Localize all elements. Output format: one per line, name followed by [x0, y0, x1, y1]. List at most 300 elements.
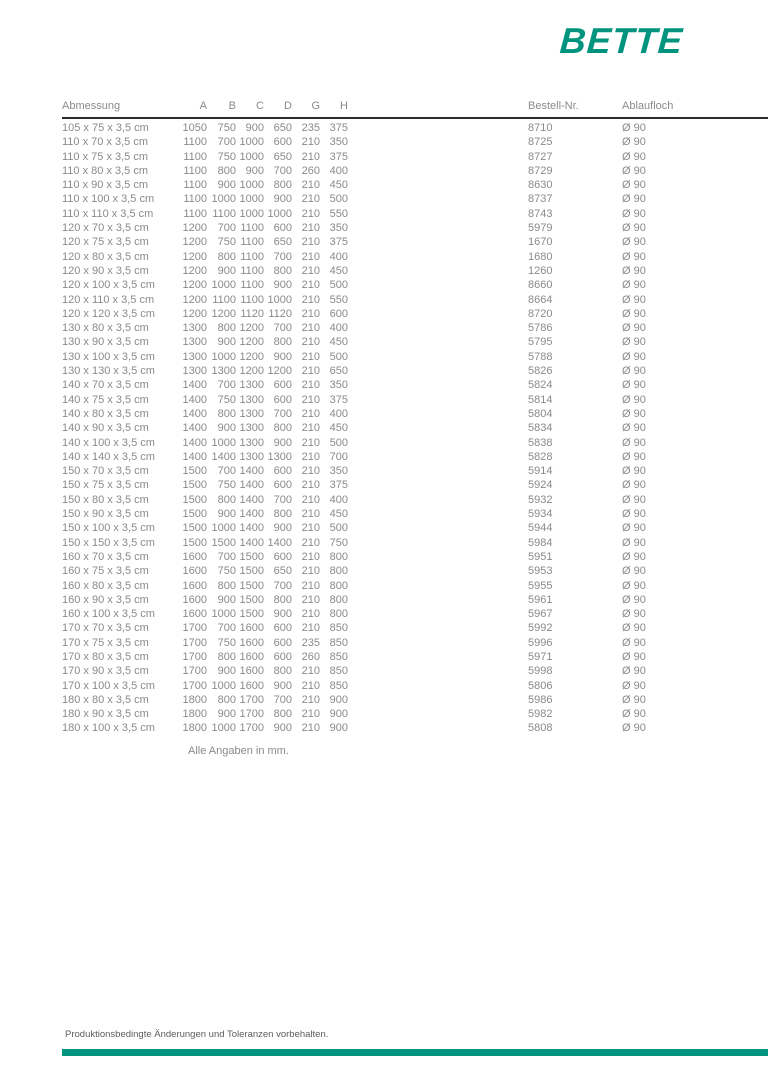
- cell-h: 900: [329, 708, 348, 721]
- cell-bestell-nr: 8720: [528, 307, 553, 320]
- cell-h: 450: [329, 336, 348, 349]
- table-row: [62, 664, 768, 678]
- cell-c: 1200: [239, 336, 264, 349]
- cell-spacer: [348, 664, 528, 678]
- cell-b: 750: [217, 150, 236, 163]
- cell-a: 1700: [182, 650, 207, 663]
- cell-d: 800: [273, 179, 292, 192]
- cell-a: 1500: [182, 465, 207, 478]
- cell-spacer: [348, 364, 528, 378]
- dimensions-table: [62, 100, 768, 736]
- cell-g: 210: [301, 536, 320, 549]
- cell-d: 900: [273, 722, 292, 735]
- cell-g: 210: [301, 622, 320, 635]
- cell-d: 1000: [267, 207, 292, 220]
- cell-g: 210: [301, 593, 320, 606]
- cell-a: 1400: [182, 393, 207, 406]
- cell-bestell-nr: 5967: [528, 608, 553, 621]
- cell-b: 750: [217, 236, 236, 249]
- cell-c: 1300: [239, 379, 264, 392]
- cell-abmessung: 110 x 80 x 3,5 cm: [62, 164, 149, 177]
- table-row: [62, 207, 768, 221]
- cell-abmessung: 170 x 80 x 3,5 cm: [62, 650, 149, 663]
- cell-c: 1400: [239, 536, 264, 549]
- cell-spacer: [348, 593, 528, 607]
- cell-abmessung: 130 x 130 x 3,5 cm: [62, 365, 155, 378]
- cell-d: 700: [273, 322, 292, 335]
- cell-ablaufloch: Ø 90: [622, 150, 646, 163]
- cell-c: 1400: [239, 493, 264, 506]
- cell-abmessung: 160 x 80 x 3,5 cm: [62, 579, 149, 592]
- cell-c: 1500: [239, 579, 264, 592]
- cell-a: 1400: [182, 436, 207, 449]
- table-header-row: [62, 100, 768, 118]
- cell-ablaufloch: Ø 90: [622, 136, 646, 149]
- table-row: [62, 393, 768, 407]
- cell-bestell-nr: 5986: [528, 693, 553, 706]
- cell-spacer: [348, 264, 528, 278]
- cell-c: 1400: [239, 508, 264, 521]
- cell-a: 1600: [182, 565, 207, 578]
- cell-bestell-nr: 5971: [528, 650, 553, 663]
- cell-b: 1000: [211, 522, 236, 535]
- cell-b: 800: [217, 650, 236, 663]
- cell-b: 800: [217, 493, 236, 506]
- cell-abmessung: 170 x 70 x 3,5 cm: [62, 622, 149, 635]
- cell-g: 210: [301, 336, 320, 349]
- table-row: [62, 264, 768, 278]
- cell-b: 1000: [211, 436, 236, 449]
- cell-bestell-nr: 8727: [528, 150, 553, 163]
- cell-a: 1400: [182, 407, 207, 420]
- cell-h: 800: [329, 579, 348, 592]
- cell-c: 1700: [239, 708, 264, 721]
- table-row: [62, 507, 768, 521]
- cell-g: 210: [301, 722, 320, 735]
- cell-h: 900: [329, 693, 348, 706]
- cell-spacer: [348, 679, 528, 693]
- cell-b: 700: [217, 379, 236, 392]
- cell-c: 1300: [239, 393, 264, 406]
- cell-bestell-nr: 5996: [528, 636, 553, 649]
- cell-a: 1800: [182, 693, 207, 706]
- cell-b: 700: [217, 622, 236, 635]
- cell-c: 1400: [239, 479, 264, 492]
- table-row: [62, 307, 768, 321]
- cell-a: 1200: [182, 222, 207, 235]
- cell-d: 1120: [268, 307, 292, 320]
- cell-d: 900: [273, 522, 292, 535]
- cell-bestell-nr: 1680: [528, 250, 553, 263]
- cell-ablaufloch: Ø 90: [622, 164, 646, 177]
- cell-h: 900: [329, 722, 348, 735]
- cell-g: 210: [301, 479, 320, 492]
- cell-d: 650: [273, 122, 292, 134]
- cell-bestell-nr: 8725: [528, 136, 553, 149]
- cell-spacer: [348, 378, 528, 392]
- cell-abmessung: 120 x 100 x 3,5 cm: [62, 279, 155, 292]
- footer-disclaimer: Produktionsbedingte Änderungen und Toleranzen vorbehalten.: [65, 1029, 329, 1040]
- cell-c: 1120: [240, 307, 264, 320]
- cell-h: 400: [329, 322, 348, 335]
- cell-g: 210: [301, 493, 320, 506]
- table-row: [62, 321, 768, 335]
- bette-logo: BETTE: [558, 20, 685, 61]
- cell-a: 1700: [182, 622, 207, 635]
- cell-d: 600: [273, 479, 292, 492]
- cell-d: 800: [273, 336, 292, 349]
- cell-ablaufloch: Ø 90: [622, 293, 646, 306]
- cell-ablaufloch: Ø 90: [622, 250, 646, 263]
- cell-g: 210: [301, 522, 320, 535]
- dimensions-table-wrap: [62, 100, 768, 757]
- cell-bestell-nr: 8630: [528, 179, 553, 192]
- cell-spacer: [348, 192, 528, 206]
- cell-g: 210: [301, 508, 320, 521]
- cell-b: 900: [217, 422, 236, 435]
- cell-h: 400: [329, 164, 348, 177]
- cell-ablaufloch: Ø 90: [622, 379, 646, 392]
- cell-d: 700: [273, 693, 292, 706]
- cell-spacer: [348, 507, 528, 521]
- cell-b: 900: [217, 336, 236, 349]
- cell-h: 850: [329, 636, 348, 649]
- cell-h: 800: [329, 550, 348, 563]
- cell-abmessung: 120 x 90 x 3,5 cm: [62, 264, 149, 277]
- cell-bestell-nr: 5992: [528, 622, 553, 635]
- cell-c: 1200: [239, 365, 264, 378]
- cell-b: 800: [217, 322, 236, 335]
- table-row: [62, 250, 768, 264]
- cell-c: 1000: [239, 193, 264, 206]
- cell-abmessung: 170 x 90 x 3,5 cm: [62, 665, 149, 678]
- cell-abmessung: 150 x 75 x 3,5 cm: [62, 479, 149, 492]
- cell-ablaufloch: Ø 90: [622, 679, 646, 692]
- cell-spacer: [348, 478, 528, 492]
- cell-g: 210: [301, 136, 320, 149]
- cell-bestell-nr: 5924: [528, 479, 553, 492]
- cell-g: 210: [301, 236, 320, 249]
- cell-c: 1400: [239, 522, 264, 535]
- cell-ablaufloch: Ø 90: [622, 508, 646, 521]
- cell-a: 1200: [182, 250, 207, 263]
- cell-c: 1400: [239, 465, 264, 478]
- table-row: [62, 607, 768, 621]
- table-row: [62, 564, 768, 578]
- cell-a: 1100: [183, 193, 207, 206]
- cell-c: 1600: [239, 679, 264, 692]
- cell-a: 1700: [182, 665, 207, 678]
- cell-c: 1000: [239, 136, 264, 149]
- column-header-b: B: [228, 100, 236, 112]
- cell-ablaufloch: Ø 90: [622, 565, 646, 578]
- cell-g: 210: [301, 608, 320, 621]
- cell-a: 1300: [182, 336, 207, 349]
- table-row: [62, 493, 768, 507]
- cell-ablaufloch: Ø 90: [622, 122, 646, 134]
- cell-d: 700: [273, 164, 292, 177]
- cell-b: 750: [217, 122, 236, 134]
- cell-a: 1500: [182, 479, 207, 492]
- column-header-h: H: [340, 100, 348, 112]
- cell-d: 600: [273, 222, 292, 235]
- cell-abmessung: 140 x 100 x 3,5 cm: [62, 436, 155, 449]
- cell-a: 1600: [182, 608, 207, 621]
- cell-spacer: [348, 221, 528, 235]
- cell-c: 1000: [239, 179, 264, 192]
- cell-d: 1200: [267, 365, 292, 378]
- cell-spacer: [348, 721, 528, 735]
- cell-abmessung: 130 x 90 x 3,5 cm: [62, 336, 149, 349]
- cell-g: 210: [301, 222, 320, 235]
- cell-d: 600: [273, 465, 292, 478]
- cell-ablaufloch: Ø 90: [622, 608, 646, 621]
- cell-abmessung: 120 x 110 x 3,5 cm: [62, 293, 155, 306]
- cell-bestell-nr: 8737: [528, 193, 553, 206]
- cell-ablaufloch: Ø 90: [622, 536, 646, 549]
- cell-c: 1100: [240, 279, 264, 292]
- cell-spacer: [348, 307, 528, 321]
- cell-h: 850: [329, 679, 348, 692]
- cell-h: 500: [329, 522, 348, 535]
- cell-h: 500: [329, 193, 348, 206]
- cell-g: 210: [301, 307, 320, 320]
- cell-d: 900: [273, 350, 292, 363]
- cell-a: 1200: [182, 264, 207, 277]
- cell-c: 1200: [239, 350, 264, 363]
- table-row: [62, 621, 768, 635]
- cell-h: 400: [329, 407, 348, 420]
- cell-d: 650: [273, 236, 292, 249]
- cell-ablaufloch: Ø 90: [622, 336, 646, 349]
- cell-abmessung: 110 x 90 x 3,5 cm: [62, 179, 149, 192]
- cell-abmessung: 160 x 75 x 3,5 cm: [62, 565, 149, 578]
- cell-g: 210: [301, 422, 320, 435]
- cell-a: 1300: [182, 350, 207, 363]
- cell-g: 210: [301, 550, 320, 563]
- cell-d: 900: [273, 279, 292, 292]
- cell-a: 1700: [182, 679, 207, 692]
- cell-spacer: [348, 607, 528, 621]
- cell-bestell-nr: 5806: [528, 679, 553, 692]
- cell-ablaufloch: Ø 90: [622, 593, 646, 606]
- cell-ablaufloch: Ø 90: [622, 522, 646, 535]
- table-row: [62, 235, 768, 249]
- table-row: [62, 178, 768, 192]
- table-row: [62, 650, 768, 664]
- cell-b: 1000: [211, 350, 236, 363]
- table-body: [62, 118, 768, 736]
- cell-ablaufloch: Ø 90: [622, 622, 646, 635]
- cell-d: 600: [273, 636, 292, 649]
- cell-c: 900: [245, 122, 264, 134]
- cell-c: 1500: [239, 550, 264, 563]
- cell-abmessung: 120 x 80 x 3,5 cm: [62, 250, 149, 263]
- cell-ablaufloch: Ø 90: [622, 422, 646, 435]
- cell-h: 650: [329, 365, 348, 378]
- cell-abmessung: 160 x 90 x 3,5 cm: [62, 593, 149, 606]
- cell-bestell-nr: 5932: [528, 493, 553, 506]
- cell-ablaufloch: Ø 90: [622, 307, 646, 320]
- cell-ablaufloch: Ø 90: [622, 636, 646, 649]
- cell-h: 450: [329, 264, 348, 277]
- cell-g: 210: [301, 579, 320, 592]
- cell-abmessung: 170 x 100 x 3,5 cm: [62, 679, 155, 692]
- cell-abmessung: 120 x 120 x 3,5 cm: [62, 307, 155, 320]
- cell-bestell-nr: 5828: [528, 450, 553, 463]
- cell-g: 210: [301, 565, 320, 578]
- cell-b: 900: [217, 708, 236, 721]
- table-row: [62, 464, 768, 478]
- cell-abmessung: 170 x 75 x 3,5 cm: [62, 636, 149, 649]
- cell-a: 1400: [182, 450, 207, 463]
- cell-ablaufloch: Ø 90: [622, 708, 646, 721]
- cell-bestell-nr: 1670: [528, 236, 553, 249]
- cell-c: 1300: [239, 450, 264, 463]
- cell-spacer: [348, 135, 528, 149]
- cell-g: 210: [301, 193, 320, 206]
- cell-ablaufloch: Ø 90: [622, 407, 646, 420]
- cell-b: 700: [217, 465, 236, 478]
- cell-d: 600: [273, 622, 292, 635]
- cell-h: 800: [329, 565, 348, 578]
- cell-h: 350: [329, 379, 348, 392]
- cell-spacer: [348, 207, 528, 221]
- column-header-g: G: [311, 100, 320, 112]
- cell-abmessung: 140 x 140 x 3,5 cm: [62, 450, 155, 463]
- cell-g: 210: [301, 322, 320, 335]
- cell-bestell-nr: 8729: [528, 164, 553, 177]
- cell-bestell-nr: 5814: [528, 393, 553, 406]
- cell-spacer: [348, 579, 528, 593]
- cell-spacer: [348, 536, 528, 550]
- cell-c: 900: [245, 164, 264, 177]
- cell-d: 800: [273, 264, 292, 277]
- cell-h: 450: [329, 179, 348, 192]
- cell-d: 700: [273, 579, 292, 592]
- cell-c: 1500: [239, 565, 264, 578]
- cell-d: 600: [273, 379, 292, 392]
- cell-b: 800: [217, 250, 236, 263]
- cell-spacer: [348, 636, 528, 650]
- table-row: [62, 335, 768, 349]
- units-note: Alle Angaben in mm.: [188, 744, 289, 757]
- cell-a: 1300: [182, 322, 207, 335]
- cell-c: 1300: [239, 407, 264, 420]
- cell-b: 1000: [211, 679, 236, 692]
- cell-h: 375: [329, 393, 348, 406]
- cell-bestell-nr: 5808: [528, 722, 553, 735]
- cell-d: 600: [273, 550, 292, 563]
- cell-abmessung: 105 x 75 x 3,5 cm: [62, 122, 149, 134]
- cell-h: 850: [329, 622, 348, 635]
- table-row: [62, 364, 768, 378]
- cell-a: 1400: [182, 422, 207, 435]
- table-row: [62, 421, 768, 435]
- cell-bestell-nr: 5984: [528, 536, 553, 549]
- cell-a: 1100: [183, 207, 207, 220]
- cell-g: 210: [301, 465, 320, 478]
- cell-bestell-nr: 5914: [528, 465, 553, 478]
- cell-abmessung: 150 x 150 x 3,5 cm: [62, 536, 155, 549]
- cell-spacer: [348, 293, 528, 307]
- cell-a: 1200: [182, 307, 207, 320]
- cell-b: 900: [217, 593, 236, 606]
- cell-a: 1800: [182, 708, 207, 721]
- cell-a: 1500: [182, 536, 207, 549]
- cell-h: 850: [329, 665, 348, 678]
- cell-spacer: [348, 250, 528, 264]
- cell-b: 800: [217, 164, 236, 177]
- cell-d: 700: [273, 407, 292, 420]
- cell-d: 700: [273, 250, 292, 263]
- cell-b: 900: [217, 264, 236, 277]
- cell-c: 1300: [239, 422, 264, 435]
- cell-g: 210: [301, 665, 320, 678]
- cell-abmessung: 150 x 90 x 3,5 cm: [62, 508, 149, 521]
- cell-spacer: [348, 707, 528, 721]
- cell-spacer: [348, 436, 528, 450]
- cell-h: 500: [329, 279, 348, 292]
- cell-bestell-nr: 5961: [528, 593, 553, 606]
- cell-spacer: [348, 550, 528, 564]
- table-row: [62, 378, 768, 392]
- cell-abmessung: 150 x 80 x 3,5 cm: [62, 493, 149, 506]
- column-header-a: A: [199, 100, 207, 112]
- column-header-spacer: [348, 100, 528, 118]
- cell-spacer: [348, 521, 528, 535]
- cell-bestell-nr: 5998: [528, 665, 553, 678]
- cell-a: 1200: [182, 236, 207, 249]
- cell-spacer: [348, 164, 528, 178]
- table-row: [62, 636, 768, 650]
- cell-h: 400: [329, 250, 348, 263]
- cell-b: 700: [217, 136, 236, 149]
- cell-bestell-nr: 5834: [528, 422, 553, 435]
- cell-d: 650: [273, 150, 292, 163]
- cell-b: 700: [217, 222, 236, 235]
- cell-ablaufloch: Ø 90: [622, 222, 646, 235]
- cell-d: 900: [273, 679, 292, 692]
- cell-g: 210: [301, 150, 320, 163]
- cell-a: 1050: [182, 122, 207, 134]
- cell-b: 1500: [211, 536, 236, 549]
- cell-bestell-nr: 5826: [528, 365, 553, 378]
- cell-a: 1500: [182, 522, 207, 535]
- cell-h: 350: [329, 222, 348, 235]
- cell-spacer: [348, 464, 528, 478]
- cell-bestell-nr: 5982: [528, 708, 553, 721]
- cell-ablaufloch: Ø 90: [622, 350, 646, 363]
- cell-ablaufloch: Ø 90: [622, 236, 646, 249]
- cell-a: 1600: [182, 579, 207, 592]
- table-row: [62, 679, 768, 693]
- cell-b: 800: [217, 407, 236, 420]
- cell-spacer: [348, 335, 528, 349]
- table-row: [62, 707, 768, 721]
- cell-h: 500: [329, 350, 348, 363]
- cell-abmessung: 140 x 80 x 3,5 cm: [62, 407, 149, 420]
- cell-ablaufloch: Ø 90: [622, 550, 646, 563]
- cell-c: 1100: [240, 236, 264, 249]
- cell-bestell-nr: 5953: [528, 565, 553, 578]
- cell-g: 210: [301, 350, 320, 363]
- table-row: [62, 550, 768, 564]
- cell-bestell-nr: 5951: [528, 550, 553, 563]
- cell-a: 1200: [182, 279, 207, 292]
- table-row: [62, 721, 768, 735]
- cell-ablaufloch: Ø 90: [622, 493, 646, 506]
